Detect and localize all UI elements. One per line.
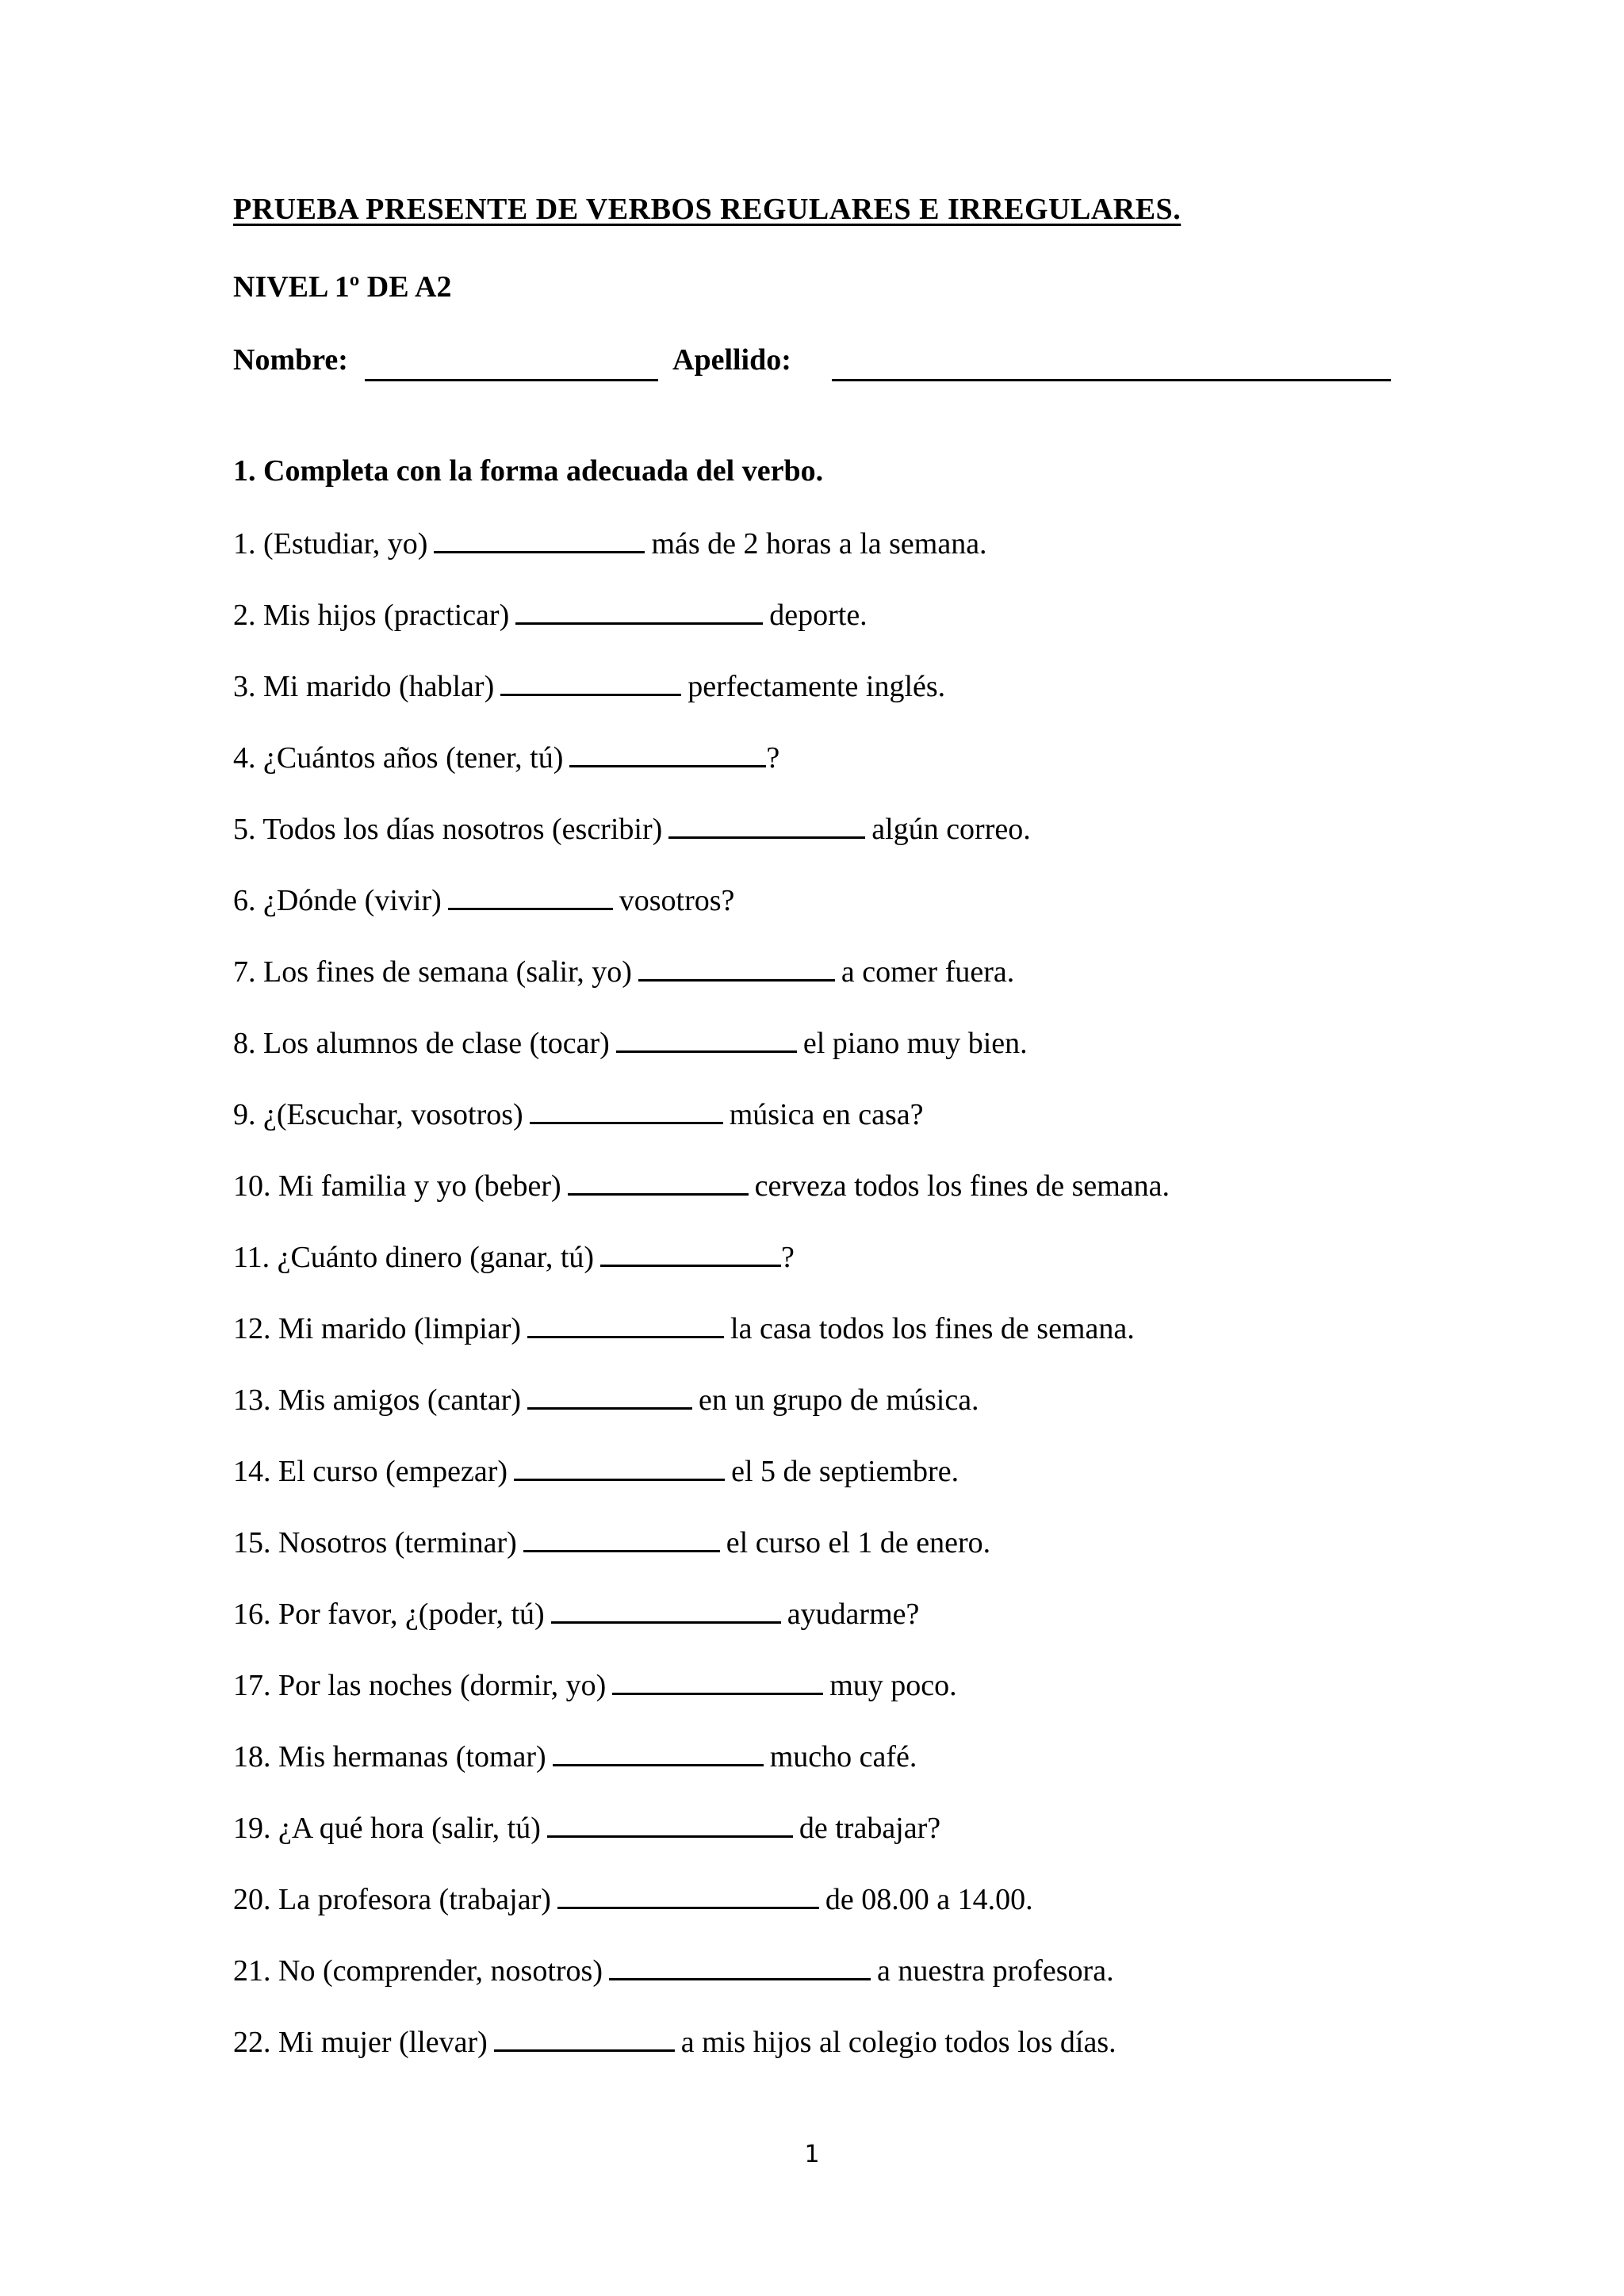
answer-blank[interactable] [609,1953,871,1980]
exercise-item [233,880,1423,951]
answer-blank[interactable] [553,1739,764,1766]
exercise-continuation: cerveza todos los fines de semana. [754,1169,1170,1203]
exercise-continuation: el piano muy bien. [802,1027,1028,1060]
exercise-prompt: 12. Mi marido (limpiar) [233,1312,522,1345]
answer-blank[interactable] [638,954,835,982]
exercise-continuation: perfectamente inglés. [688,670,946,703]
answer-blank[interactable] [434,526,645,553]
page-title: PRUEBA PRESENTE DE VERBOS REGULARES E IRREGULARES. [233,193,1182,226]
exercise-continuation: en un grupo de música. [699,1383,979,1417]
exercise-continuation: a comer fuera. [841,955,1015,989]
answer-blank[interactable] [600,1239,781,1267]
exercise-item [233,523,1423,595]
exercise-item [233,1522,1423,1594]
exercise-prompt: 1. (Estudiar, yo) [233,527,428,561]
exercise-continuation: ayudarme? [787,1598,920,1631]
exercise-continuation: ? [781,1241,795,1274]
surname-field[interactable] [832,379,1391,381]
answer-blank[interactable] [612,1667,823,1695]
answer-blank[interactable] [568,1168,749,1196]
section-title: 1. Completa con la forma adecuada del verbo. [233,454,824,488]
exercise-prompt: 13. Mis amigos (cantar) [233,1383,522,1417]
exercise-item [233,1950,1423,2022]
exercise-item [233,1380,1423,1451]
exercise-continuation: deporte. [769,599,868,632]
exercise-list [233,523,1423,2093]
exercise-prompt: 11. ¿Cuánto dinero (ganar, tú) [233,1241,595,1274]
exercise-prompt: 6. ¿Dónde (vivir) [233,884,442,917]
exercise-item [233,1808,1423,1879]
exercise-prompt: 8. Los alumnos de clase (tocar) [233,1027,610,1060]
answer-blank[interactable] [668,811,865,839]
page-number: 1 [804,2141,820,2168]
exercise-item [233,1023,1423,1094]
exercise-item [233,1665,1423,1736]
exercise-continuation: de 08.00 a 14.00. [825,1883,1033,1916]
exercise-continuation: la casa todos los fines de semana. [730,1312,1135,1345]
exercise-continuation: algún correo. [871,813,1031,846]
exercise-item [233,1736,1423,1808]
answer-blank[interactable] [527,1382,692,1410]
answer-blank[interactable] [523,1525,720,1552]
answer-blank[interactable] [557,1881,819,1909]
exercise-prompt: 9. ¿(Escuchar, vosotros) [233,1098,523,1131]
exercise-prompt: 17. Por las noches (dormir, yo) [233,1669,607,1702]
exercise-prompt: 4. ¿Cuántos años (tener, tú) [233,741,564,775]
exercise-prompt: 7. Los fines de semana (salir, yo) [233,955,632,989]
exercise-prompt: 16. Por favor, ¿(poder, tú) [233,1598,545,1631]
exercise-prompt: 15. Nosotros (terminar) [233,1526,517,1559]
exercise-prompt: 19. ¿A qué hora (salir, tú) [233,1812,541,1845]
exercise-continuation: a mis hijos al colegio todos los días. [680,2026,1116,2059]
exercise-item [233,1308,1423,1380]
exercise-prompt: 14. El curso (empezar) [233,1455,508,1488]
answer-blank[interactable] [514,1453,725,1481]
answer-blank[interactable] [500,668,681,696]
answer-blank[interactable] [616,1025,797,1053]
exercise-continuation: a nuestra profesora. [876,1954,1114,1988]
exercise-prompt: 2. Mis hijos (practicar) [233,599,510,632]
exercise-prompt: 10. Mi familia y yo (beber) [233,1169,561,1203]
exercise-item [233,1094,1423,1165]
exercise-continuation: música en casa? [729,1098,924,1131]
exercise-item [233,666,1423,737]
exercise-continuation: mucho café. [769,1740,917,1774]
answer-blank[interactable] [494,2024,675,2052]
exercise-item [233,951,1423,1023]
exercise-continuation: más de 2 horas a la semana. [651,527,987,561]
exercise-continuation: el curso el 1 de enero. [726,1526,991,1559]
answer-blank[interactable] [569,740,766,767]
exercise-item [233,1451,1423,1522]
answer-blank[interactable] [527,1311,724,1338]
answer-blank[interactable] [551,1596,781,1624]
answer-blank[interactable] [530,1096,723,1124]
name-label: Nombre: [233,343,348,377]
level-label: NIVEL 1º DE A2 [233,270,452,304]
exercise-continuation: muy poco. [829,1669,957,1702]
exercise-item [233,1594,1423,1665]
exercise-continuation: vosotros? [619,884,735,917]
exercise-item [233,595,1423,666]
exercise-continuation: de trabajar? [799,1812,941,1845]
exercise-prompt: 5. Todos los días nosotros (escribir) [233,813,663,846]
exercise-prompt: 21. No (comprender, nosotros) [233,1954,603,1988]
answer-blank[interactable] [515,597,763,625]
exercise-item [233,1879,1423,1950]
exercise-item [233,2022,1423,2093]
exercise-item [233,1237,1423,1308]
surname-label: Apellido: [672,343,791,377]
exercise-item [233,809,1423,880]
exercise-prompt: 18. Mis hermanas (tomar) [233,1740,546,1774]
name-field[interactable] [365,379,658,381]
answer-blank[interactable] [547,1810,793,1838]
exercise-prompt: 22. Mi mujer (llevar) [233,2026,488,2059]
exercise-prompt: 3. Mi marido (hablar) [233,670,495,703]
exercise-prompt: 20. La profesora (trabajar) [233,1883,551,1916]
answer-blank[interactable] [448,882,613,910]
exercise-continuation: el 5 de septiembre. [731,1455,959,1488]
exercise-continuation: ? [766,741,780,775]
exercise-item [233,1165,1423,1237]
student-info-row [233,342,1399,390]
exercise-item [233,737,1423,809]
